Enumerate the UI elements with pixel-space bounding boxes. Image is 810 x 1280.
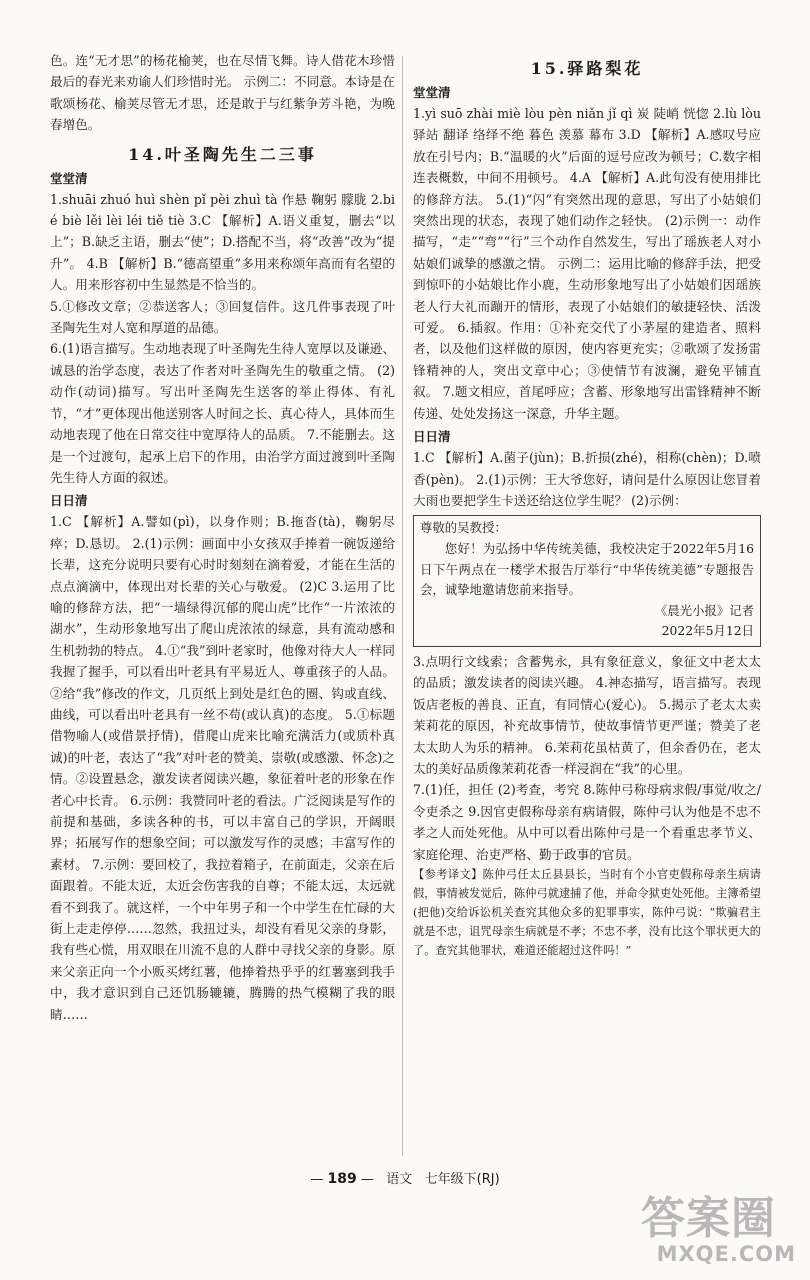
page-number: 189 — [327, 1171, 357, 1187]
watermark-text-url: MXQE.COM — [656, 1242, 796, 1266]
ri-answers-3-6: 3.点明行文线索；含蓄隽永，具有象征意义，象征文中老太太的品质；激发读者的阅读兴趣。 4.神态描写，语言描写。表现饭店老板的善良、正直，有同情心(爱心)。 5.揭示了老太太卖茉莉花的原因，补充故事情节，使故事情节更严谨；赞美了老太太助人为乐的精神。 6.茉莉花虽枯黄了，但余香仍在，老太太的美好品质像茉莉花香一样浸润在“我”的心里。 — [413, 653, 761, 776]
right-column — [413, 50, 761, 960]
ri-answers-1-7: 1.C 【解析】A.譬如(pì)，以身作则；B.拖沓(tà)，鞠躬尽瘁；D.恳切。 2.(1)示例：画面中小女孩双手捧着一碗饭递给长辈，这充分说明只要有心时时刻刻在滴着爱，才能在生活的点点滴滴中，体现出对长辈的关心与敬爱。 (2)C 3.运用了比喻的修辞方法，把“一墙绿得沉郁的爬山虎”比作“一片浓浓的湖水”，生动形象地写出了爬山虎浓浓的绿意，具有流动感和生机勃勃的特点。 4.①“我”到叶老家时，他像对待大人一样同我握了握手，可以看出叶老具有平易近人、尊重孩子的人品。②给“我”修改的作文，几页纸上到处是红色的圈、钩或直线、曲线，可以看出叶老具有一丝不苟(或认真)的态度。 5.①标题借物喻人(或借景抒情)，借爬山虎来比喻充满活力(或质朴真诚)的叶老，表达了“我”对叶老的赞美、崇敬(或感激、怀念)之情。②设置悬念，激发读者阅读兴趣，象征着叶老的形象在作者心中长青。 6.示例：我赞同叶老的看法。广泛阅读是写作的前提和基础，多读各种的书，可以丰富自己的学识，开阔眼界；拓展写作的想象空间；可以激发写作的灵感；丰富写作的素材。 7.示例：要回校了，我拉着箱子，在前面走，父亲在后面跟着。不能太近，太近会伤害我的自尊；不能太远，太远就看不到我了。就这样，一个中年男子和一个中学生在忙碌的大街上走走停停……忽然，我扭过头，却没有看见父亲的身影，我有些心慌，用双眼在川流不息的人群中寻找父亲的身影。原来父亲正向一个小贩买烤红薯，他捧着热乎乎的红薯塞到我手中，我才意识到自己还饥肠辘辘，腾腾的热气模糊了我的眼睛…… — [50, 514, 395, 1022]
letter-date: 2022年5月12日 — [661, 623, 754, 639]
tang-answer-5: 5.①修改文章；②恭送客人；③回复信件。这几件事表现了叶圣陶先生对人宽和厚道的品德。 — [50, 298, 395, 336]
tangtangqing-heading-15: 堂堂清 — [413, 85, 451, 100]
ririqing-heading-15: 日日清 — [413, 429, 451, 445]
intro-paragraph: 色。连“无才思”的杨花榆荚，也在尽情飞舞。诗人借花木珍惜最后的春光来劝谕人们珍惜时光。 示例二：不同意。本诗是在歌颂杨花、榆荚尽管无才思，还是敢于与红紫争芳斗艳，为晚春增色。 — [50, 53, 395, 133]
tangtangqing-heading: 堂堂清 — [50, 170, 88, 186]
watermark-logo — [641, 1193, 796, 1274]
section-title-15: 15.驿路梨花 — [530, 59, 644, 78]
letter-greeting: 尊敬的吴教授： — [420, 520, 507, 536]
ri-answers-1-2: 1.C 【解析】A.菌子(jùn)；B.折损(zhé)，相称(chèn)；D.喷香(pèn)。 2.(1)示例：王大爷您好，请问是什么原因让您冒着大雨也要把学生卡送还给这位学生呢？ (2)示例： — [413, 450, 761, 508]
letter-signature: 《晨光小报》记者 — [654, 602, 754, 618]
tang-answers-15: 1.yì suō zhài miè lòu pèn niǎn jǐ qì 炭 陡峭 恍惚 2.lù lòu 驿站 翻译 络绎不绝 暮色 羡慕 幕布 3.D 【解析】A.感叹号应放在引号内；B.“温暖的火”后面的逗号应改为顿号；C.数字相连表概数，中间不用顿号。 4.A 【解析】A.此句没有使用排比的修辞方法。 5.(1)“闪”有突然出现的意思，写出了小姑娘们突然出现的状态，表现了她们动作之轻快。 (2)示例一：动作描写，“走”“弯”“行”三个动作自然发生，写出了瑶族老人对小姑娘们诚挚的感激之情。 示例二：运用比喻的修辞手法，把受到惊吓的小姑娘比作小鹿，生动形象地写出了小姑娘们因瑶族老人行大礼而蹦开的情形，表现了小姑娘们的敏捷轻快、活泼可爱。 6.插叙。作用：①补充交代了小茅屋的建造者、照料者，以及他们这样做的原因，使内容更充实；②歌颂了发扬雷锋精神的人，突出文章中心；③使情节有波澜，避免平铺直叙。 7.题文相应，首尾呼应；含蓄、形象地写出雷锋精神不断传递、处处发扬这一深意，升华主题。 — [413, 106, 761, 421]
page-footer: — 189 — 语文 七年级下(RJ) — [310, 1171, 500, 1187]
section-title-14: 14.叶圣陶先生二三事 — [128, 144, 317, 164]
footer-grade: 七年级下(RJ) — [424, 1172, 500, 1187]
watermark-text-cn: 答案圈 — [641, 1193, 776, 1244]
invitation-letter-box — [413, 515, 761, 647]
reference-translation: 【参考译文】陈仲弓任太丘县县长，当时有个小官吏假称母亲生病请假，事情被发觉后，陈仲弓就逮捕了他，并命令狱吏处死他。主簿希望(把他)交给诉讼机关查究其他众多的犯罪事实，陈仲弓说：“欺骗君主就是不忠，诅咒母亲生病就是不孝；不忠不孝，没有比这个罪状更大的了。查究其他罪状，难道还能超过这件吗！” — [413, 867, 761, 957]
footer-subject: 语文 — [386, 1172, 413, 1187]
tang-answers-1-4: 1.shuāi zhuó huì shèn pǐ pèi zhuì tà 作悬 鞠躬 朦胧 2.bié biè lěi lèi léi tiě tiè 3.C 【解析】A.语义重复，删去“以上”；B.缺乏主语，删去“使”；D.搭配不当，将“改善”改为“提升”。 4.B 【解析】B.“德高望重”多用来称颂年高而有名望的人。用来形容初中生显然是不恰当的。 — [50, 191, 395, 293]
ri-answers-7-9: 7.(1)任，担任 (2)考查，考究 8.陈仲弓称母病求假/事觉/收之/令吏杀之 9.因官吏假称母亲有病请假，陈仲弓认为他是不忠不孝之人而处死他。从中可以看出陈仲弓是一个看重忠孝节义、家庭伦理、治吏严格、勤于政事的官员。 — [413, 782, 761, 862]
column-divider — [402, 56, 403, 1156]
tang-answers-6-7: 6.(1)语言描写。生动地表现了叶圣陶先生待人宽厚以及谦逊、诚恳的治学态度，表达了作者对叶圣陶先生的敬重之情。 (2)动作(动词)描写。写出叶圣陶先生送客的举止得体、有礼节，“才”更体现出他送别客人时间之长、真心待人，具体而生动地表现了他在日常交往中宽厚待人的品质。 7.不能删去。这是一个过渡句，起承上启下的作用，由治学方面过渡到叶圣陶先生待人方面的叙述。 — [50, 341, 395, 485]
letter-body: 您好！为弘扬中华传统美德，我校决定于2022年5月16日下午两点在一楼学术报告厅举行“中华传统美德”专题报告会，诚挚地邀请您前来指导。 — [420, 540, 754, 598]
ririqing-heading: 日日清 — [50, 493, 88, 509]
left-column — [50, 50, 395, 1025]
